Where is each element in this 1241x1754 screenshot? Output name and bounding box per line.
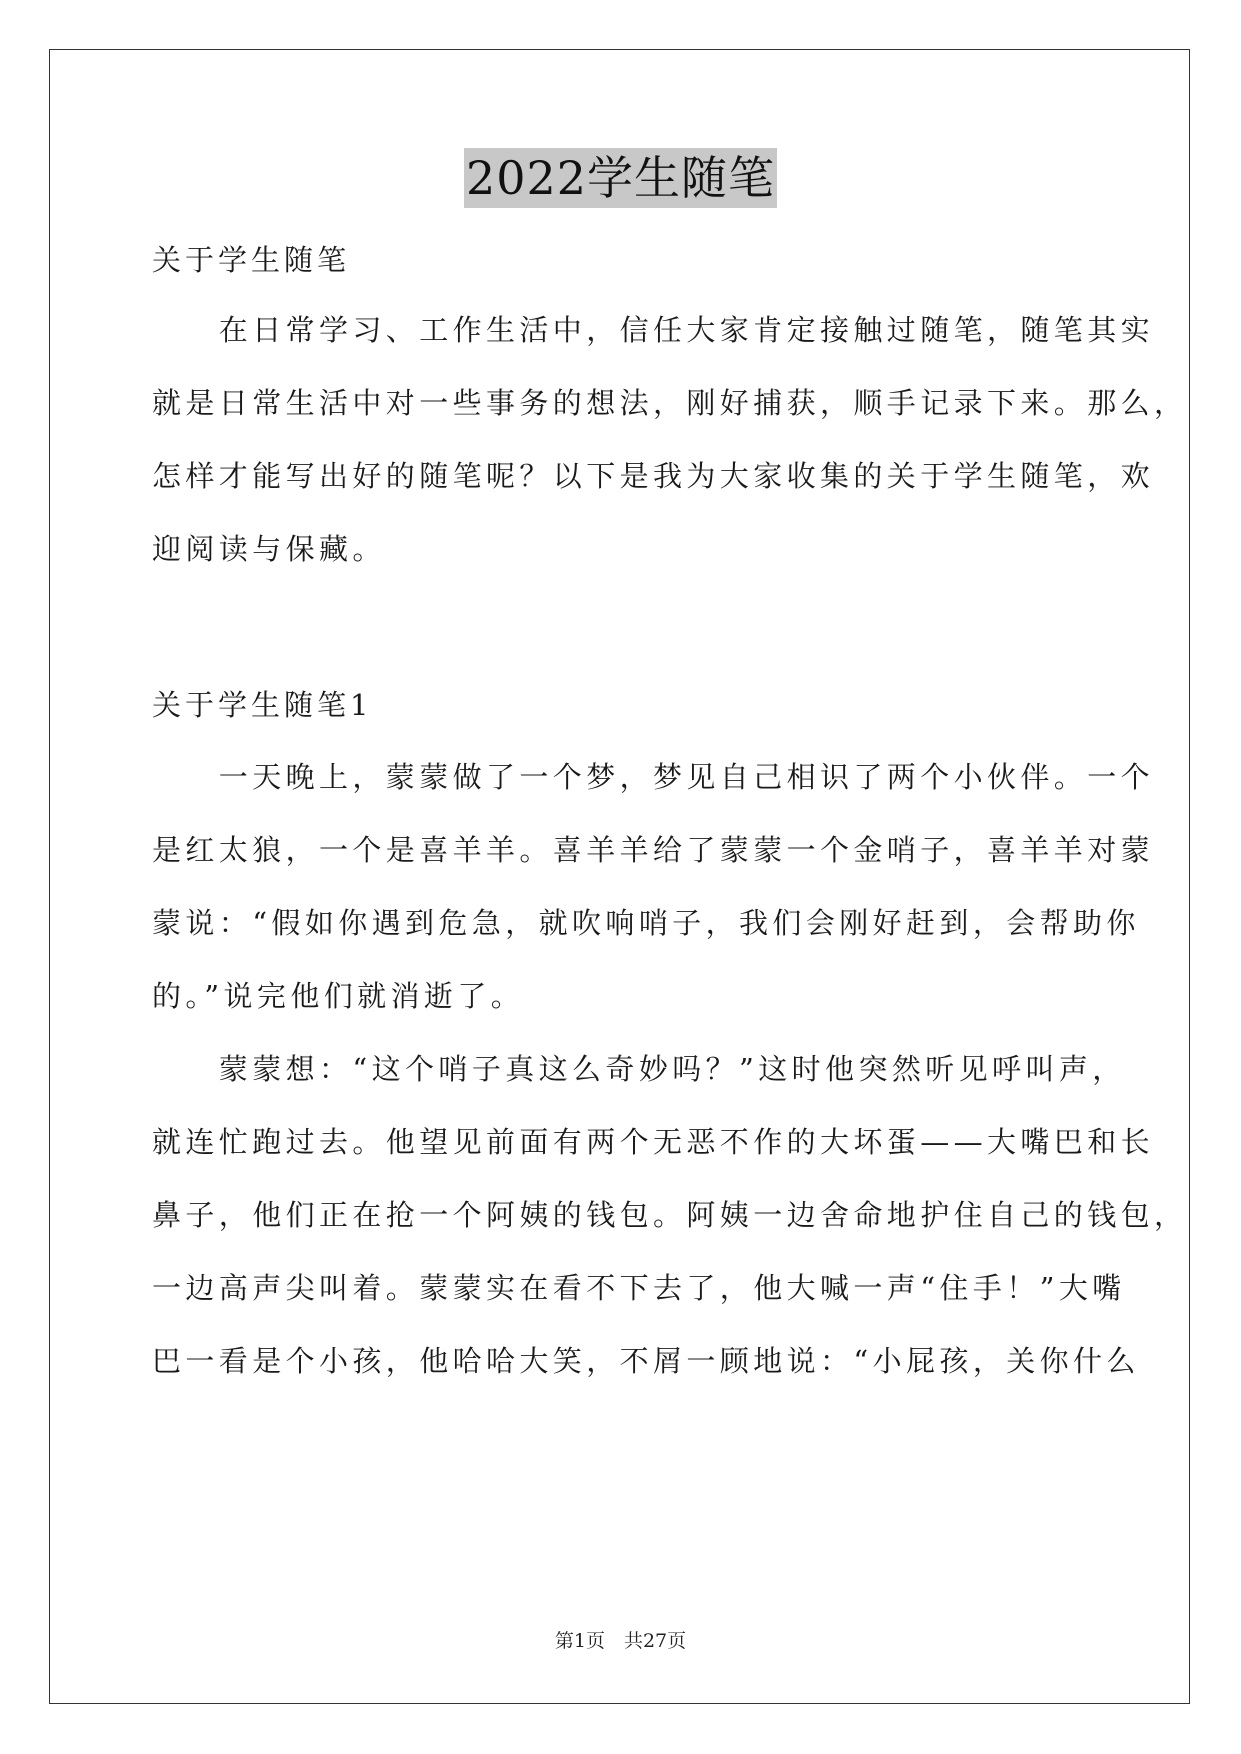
paragraph-line: 一天晚上，蒙蒙做了一个梦，梦见自己相识了两个小伙伴。一个 xyxy=(152,760,1155,794)
paragraph-line: 一边高声尖叫着。蒙蒙实在看不下去了，他大喊一声“住手！”大嘴 xyxy=(152,1271,1126,1305)
paragraph-line: 蒙说：“假如你遇到危急，就吹响哨子，我们会刚好赶到，会帮助你 xyxy=(152,906,1140,940)
section-heading: 关于学生随笔1 xyxy=(152,688,373,722)
title-container xyxy=(0,148,1241,208)
intro-heading: 关于学生随笔 xyxy=(152,243,351,277)
paragraph-line: 就是日常生活中对一些事务的想法，刚好捕获，顺手记录下来。那么， xyxy=(152,386,1188,420)
paragraph-line: 迎阅读与保藏。 xyxy=(152,532,386,566)
paragraph-line: 的。”说完他们就消逝了。 xyxy=(152,979,525,1013)
paragraph-line: 怎样才能写出好的随笔呢？以下是我为大家收集的关于学生随笔，欢 xyxy=(152,459,1155,493)
paragraph-line: 是红太狼，一个是喜羊羊。喜羊羊给了蒙蒙一个金哨子，喜羊羊对蒙 xyxy=(152,833,1155,867)
paragraph-line: 蒙蒙想：“这个哨子真这么奇妙吗？”这时他突然听见呼叫声， xyxy=(152,1052,1126,1086)
paragraph-line: 鼻子，他们正在抢一个阿姨的钱包。阿姨一边舍命地护住自己的钱包， xyxy=(152,1198,1188,1232)
paragraph-line: 在日常学习、工作生活中，信任大家肯定接触过随笔，随笔其实 xyxy=(152,313,1155,347)
paragraph-line: 就连忙跑过去。他望见前面有两个无恶不作的大坏蛋——大嘴巴和长 xyxy=(152,1125,1155,1159)
paragraph-line: 巴一看是个小孩，他哈哈大笑，不屑一顾地说：“小屁孩，关你什么 xyxy=(152,1344,1140,1378)
page-border xyxy=(49,49,1190,1704)
document-title: 2022学生随笔 xyxy=(464,148,777,208)
page-footer: 第1页 共27页 xyxy=(554,1630,687,1652)
